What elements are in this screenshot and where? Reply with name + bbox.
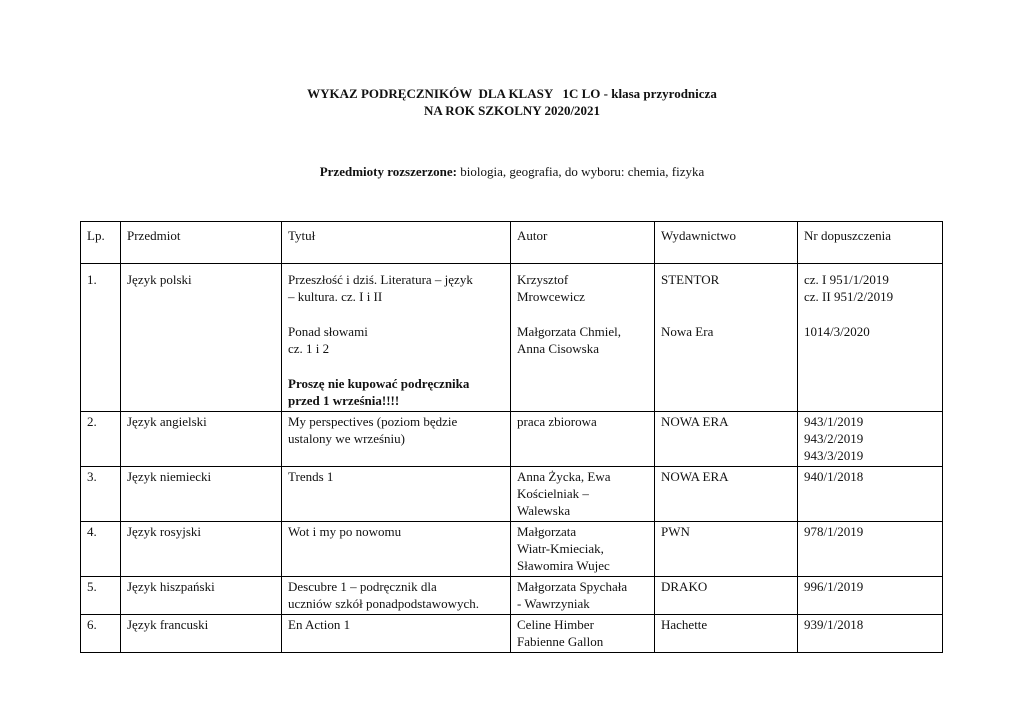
row-approval-number: 939/1/2018 <box>798 615 943 653</box>
publisher-line: Nowa Era <box>661 324 714 339</box>
row-author: praca zbiorowa <box>511 412 655 467</box>
table-row <box>81 615 943 653</box>
row-approval-number <box>798 412 943 467</box>
table-row <box>81 467 943 522</box>
approval-line: 943/3/2019 <box>804 448 864 463</box>
row-lp: 2. <box>81 412 121 467</box>
row-publisher: Hachette <box>655 615 798 653</box>
approval-line: cz. II 951/2/2019 <box>804 289 894 304</box>
title-line-1: WYKAZ PODRĘCZNIKÓW DLA KLASY 1C LO - klasa przyrodnicza <box>307 86 717 101</box>
row-approval-number: 940/1/2018 <box>798 467 943 522</box>
table-row <box>81 577 943 615</box>
row-subject: Język francuski <box>121 615 282 653</box>
title-line: My perspectives (poziom będzie <box>288 414 458 429</box>
row-title: Wot i my po nowomu <box>282 522 511 577</box>
title-line: Descubre 1 – podręcznik dla <box>288 579 437 594</box>
row-publisher: DRAKO <box>655 577 798 615</box>
row-lp: 3. <box>81 467 121 522</box>
header-approval-number: Nr dopuszczenia <box>798 222 943 264</box>
row-title <box>282 264 511 412</box>
table-row <box>81 522 943 577</box>
row-publisher: NOWA ERA <box>655 467 798 522</box>
author-line: Sławomira Wujec <box>517 558 610 573</box>
approval-line: 943/1/2019 <box>804 414 864 429</box>
textbook-table <box>80 221 943 653</box>
header-title: Tytuł <box>282 222 511 264</box>
row-author <box>511 522 655 577</box>
row-author <box>511 577 655 615</box>
row-approval-number <box>798 264 943 412</box>
row-author <box>511 264 655 412</box>
author-line: Małgorzata Chmiel, <box>517 324 621 339</box>
document-title <box>0 85 1024 119</box>
author-line: - Wawrzyniak <box>517 596 590 611</box>
author-line: Małgorzata Spychała <box>517 579 628 594</box>
row-title <box>282 412 511 467</box>
row-author <box>511 467 655 522</box>
header-author: Autor <box>511 222 655 264</box>
author-line: Fabienne Gallon <box>517 634 604 649</box>
title-line: Przeszłość i dziś. Literatura – język <box>288 272 473 287</box>
row-approval-number: 978/1/2019 <box>798 522 943 577</box>
approval-line: cz. I 951/1/2019 <box>804 272 889 287</box>
row-subject: Język rosyjski <box>121 522 282 577</box>
table-row <box>81 412 943 467</box>
row-lp: 5. <box>81 577 121 615</box>
author-line: Wiatr-Kmieciak, <box>517 541 604 556</box>
approval-line: 943/2/2019 <box>804 431 864 446</box>
table-row <box>81 264 943 412</box>
purchase-note: przed 1 września!!!! <box>288 393 400 408</box>
approval-line: 1014/3/2020 <box>804 324 870 339</box>
row-publisher: PWN <box>655 522 798 577</box>
title-line: Ponad słowami <box>288 324 368 339</box>
extended-subjects-list: biologia, geografia, do wyboru: chemia, fizyka <box>457 164 705 179</box>
row-lp: 6. <box>81 615 121 653</box>
author-line: Małgorzata <box>517 524 577 539</box>
row-subject: Język hiszpański <box>121 577 282 615</box>
row-approval-number: 996/1/2019 <box>798 577 943 615</box>
row-author <box>511 615 655 653</box>
row-publisher: NOWA ERA <box>655 412 798 467</box>
author-line: Krzysztof <box>517 272 569 287</box>
author-line: Anna Życka, Ewa <box>517 469 611 484</box>
extended-subjects-label: Przedmioty rozszerzone: <box>319 164 457 179</box>
title-line: uczniów szkół ponadpodstawowych. <box>288 596 479 611</box>
title-line: cz. 1 i 2 <box>288 341 330 356</box>
author-line: Kościelniak – <box>517 486 589 501</box>
title-line: ustalony we wrześniu) <box>288 431 405 446</box>
author-line: Anna Cisowska <box>517 341 599 356</box>
row-publisher <box>655 264 798 412</box>
extended-subjects <box>0 163 1024 180</box>
purchase-note: Proszę nie kupować podręcznika <box>288 376 470 391</box>
author-line: Mrowcewicz <box>517 289 585 304</box>
author-line: Celine Himber <box>517 617 594 632</box>
author-line: Walewska <box>517 503 571 518</box>
row-subject: Język angielski <box>121 412 282 467</box>
header-lp: Lp. <box>81 222 121 264</box>
row-title: Trends 1 <box>282 467 511 522</box>
row-subject: Język niemiecki <box>121 467 282 522</box>
publisher-line: STENTOR <box>661 272 720 287</box>
header-subject: Przedmiot <box>121 222 282 264</box>
row-title <box>282 577 511 615</box>
title-line-2: NA ROK SZKOLNY 2020/2021 <box>423 103 601 118</box>
table-header-row <box>81 222 943 264</box>
row-subject: Język polski <box>121 264 282 412</box>
header-publisher: Wydawnictwo <box>655 222 798 264</box>
title-line: – kultura. cz. I i II <box>288 289 383 304</box>
row-lp: 1. <box>81 264 121 412</box>
row-lp: 4. <box>81 522 121 577</box>
row-title: En Action 1 <box>282 615 511 653</box>
